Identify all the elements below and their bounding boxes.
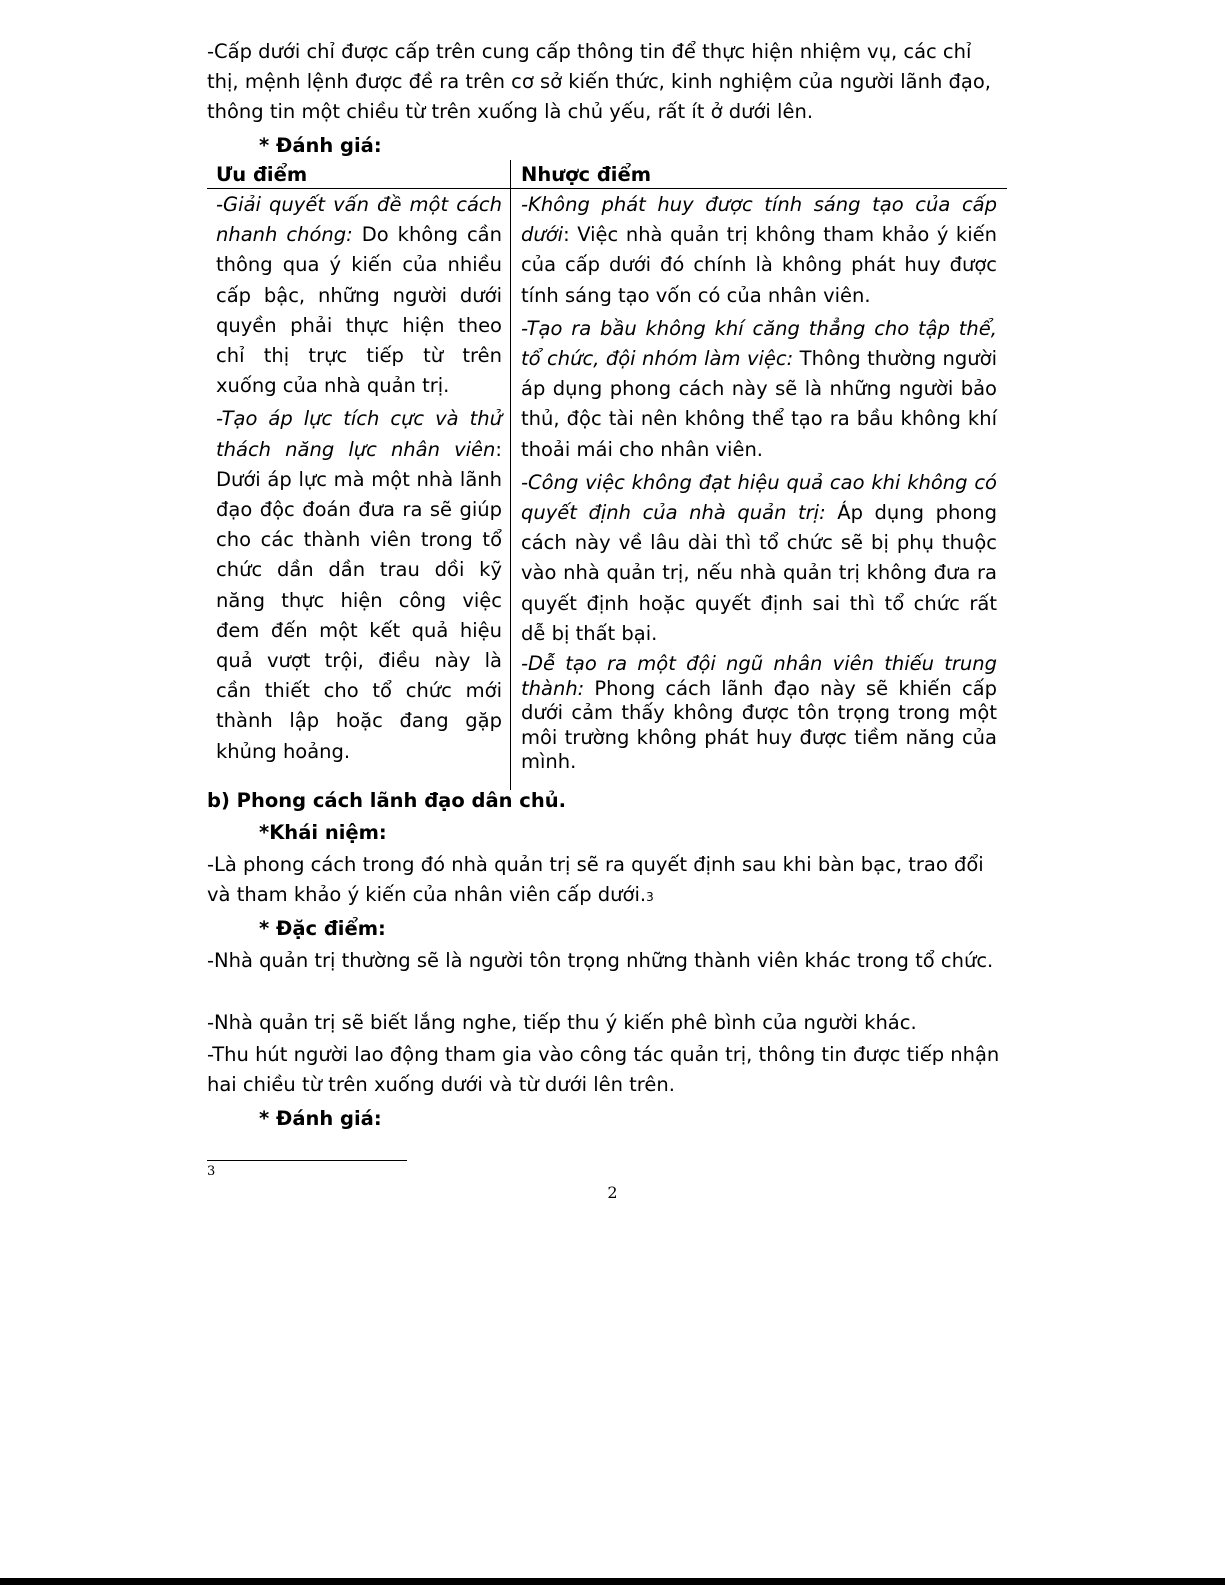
table-header-rule (207, 188, 1007, 189)
disadvantages-cell (521, 190, 997, 778)
page-number: 2 (607, 1183, 618, 1202)
disadvantage-item: -Tạo ra bầu không khí căng thẳng cho tập thể, tổ chức, đội nhóm làm việc: Thông thường người áp dụng phong cách này sẽ là những người bảo thủ, độc tài nên không thể tạo ra bầu không khí thoải mái cho nhân viên. (521, 316, 998, 461)
advantage-item: -Tạo áp lực tích cực và thử thách năng lực nhân viên: Dưới áp lực mà một nhà lãnh đạo độc đoán đưa ra sẽ giúp cho các thành viên trong tổ chức dần dần trau dồi kỹ năng thực hiện công việc đem đến một kết quả hiệu quả vượt trội, điều này là cần thiết cho tổ chức mới thành lập hoặc đang gặp khủng hoảng. (216, 407, 502, 763)
intro-paragraph: -Cấp dưới chỉ được cấp trên cung cấp thông tin để thực hiện nhiệm vụ, các chỉ thị, mệnh lệnh được đề ra trên cơ sở kiến thức, kinh nghiệm của người lãnh đạo, thông tin một chiều từ trên xuống là chủ yếu, rất ít ở dưới lên. (207, 40, 991, 123)
footnote-reference: 3 (646, 890, 654, 904)
table-column-divider (510, 160, 511, 790)
feature-item: -Nhà quản trị thường sẽ là người tôn trọng những thành viên khác trong tổ chức. (207, 949, 994, 972)
disadvantage-item: -Dễ tạo ra một đội ngũ nhân viên thiếu trung thành: Phong cách lãnh đạo này sẽ khiến cấp dưới cảm thấy không được tôn trọng trong một môi trường không phát huy được tiềm năng của mình. (521, 652, 997, 774)
evaluation-heading: * Đánh giá: (259, 134, 382, 157)
evaluation-heading-2: * Đánh giá: (259, 1107, 382, 1130)
footnote-separator (207, 1160, 407, 1161)
feature-item: -Thu hút người lao động tham gia vào công tác quản trị, thông tin được tiếp nhận hai chiều từ trên xuống dưới và từ dưới lên trên. (207, 1043, 1000, 1096)
footnote-number: 3 (207, 1164, 216, 1179)
bottom-edge-bar (0, 1578, 1225, 1585)
features-heading: * Đặc điểm: (259, 917, 386, 940)
advantages-cell (216, 190, 502, 770)
feature-item: -Nhà quản trị sẽ biết lắng nghe, tiếp thu ý kiến phê bình của người khác. (207, 1011, 917, 1034)
table-header-disadvantages: Nhược điểm (521, 163, 652, 186)
concept-heading: *Khái niệm: (259, 821, 387, 844)
disadvantage-item: -Không phát huy được tính sáng tạo của cấp dưới: Việc nhà quản trị không tham khảo ý kiến của cấp dưới đó chính là không phát huy được tính sáng tạo vốn có của nhân viên. (521, 193, 997, 307)
table-header-advantages: Ưu điểm (216, 163, 308, 186)
section-b-title: b) Phong cách lãnh đạo dân chủ. (207, 789, 567, 812)
advantage-item: -Giải quyết vấn đề một cách nhanh chóng: Do không cần thông qua ý kiến của nhiều cấp bậc, những người dưới quyền phải thực hiện theo chỉ thị trực tiếp từ trên xuống của nhà quản trị. (216, 193, 502, 398)
disadvantage-item: -Công việc không đạt hiệu quả cao khi không có quyết định của nhà quản trị: Áp dụng phong cách này về lâu dài thì tổ chức sẽ bị phụ thuộc vào nhà quản trị, nếu nhà quản trị không đưa ra quyết định hoặc quyết định sai thì tổ chức rất dễ bị thất bại. (521, 470, 997, 645)
concept-paragraph: -Là phong cách trong đó nhà quản trị sẽ ra quyết định sau khi bàn bạc, trao đổi và tham khảo ý kiến của nhân viên cấp dưới.3 (207, 853, 984, 906)
pros-cons-table (207, 158, 1007, 790)
